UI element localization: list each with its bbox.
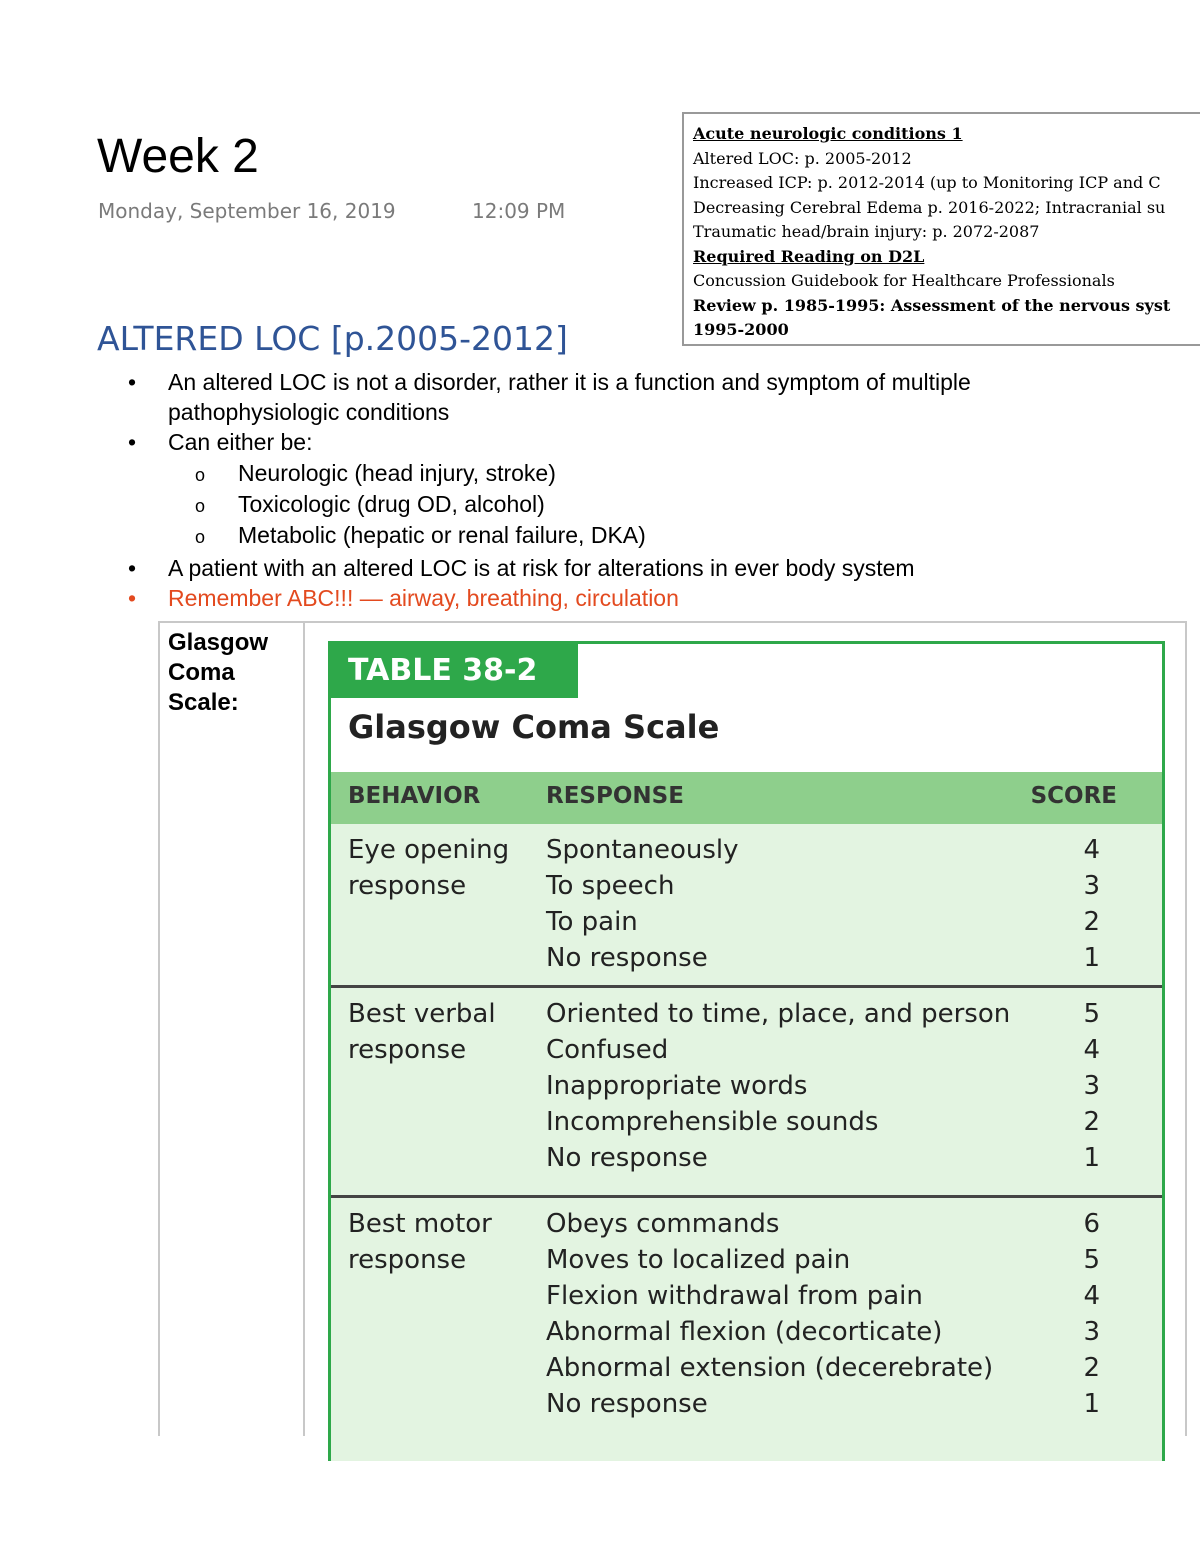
response-item: Incomprehensible sounds	[546, 1107, 879, 1137]
score-item: 6	[1083, 1209, 1100, 1239]
review-line: 1995-2000	[693, 320, 789, 339]
response-cell	[546, 832, 739, 976]
response-cell	[546, 1206, 993, 1422]
table-group-motor	[331, 1198, 1162, 1461]
score-item: 4	[1083, 835, 1100, 865]
table-group-verbal	[331, 988, 1162, 1195]
page-title: Week 2	[97, 130, 259, 183]
response-item: Spontaneously	[546, 835, 739, 865]
behavior-cell: Best verbal response	[348, 999, 496, 1065]
list-item-highlight: • Remember ABC!!! — airway, breathing, circulation	[125, 583, 1135, 613]
reading-line: Traumatic head/brain injury: p. 2072-2087	[693, 222, 1040, 241]
review-line: Review p. 1985-1995: Assessment of the nervous syst	[693, 295, 1171, 315]
gcs-label: Glasgow Coma Scale:	[168, 629, 269, 716]
reading-line: Altered LOC: p. 2005-2012	[693, 148, 912, 168]
response-item: Abnormal extension (decerebrate)	[546, 1353, 994, 1383]
response-item: No response	[546, 1143, 708, 1173]
header-score: SCORE	[1030, 783, 1117, 809]
response-item: Oriented to time, place, and person	[546, 999, 1011, 1029]
reading-assignment-box	[682, 112, 1200, 346]
table-number-tab: TABLE 38-2	[331, 644, 578, 698]
sub-list	[168, 458, 1135, 551]
table-group-eye	[331, 824, 1162, 985]
response-item: To pain	[546, 907, 638, 937]
response-item: Obeys commands	[546, 1209, 780, 1239]
score-item: 1	[1083, 1389, 1100, 1419]
glasgow-coma-scale-table	[328, 641, 1165, 1461]
page-date: Monday, September 16, 2019	[98, 199, 396, 223]
score-cell	[1083, 996, 1100, 1176]
list-item-label: Can either be:	[168, 429, 313, 455]
table-header-row	[331, 772, 1162, 824]
score-item: 2	[1083, 1353, 1100, 1383]
response-item: Moves to localized pain	[546, 1245, 851, 1275]
section-heading: ALTERED LOC [p.2005-2012]	[97, 319, 568, 358]
score-item: 2	[1083, 907, 1100, 937]
score-cell	[1083, 832, 1100, 976]
score-item: 4	[1083, 1281, 1100, 1311]
response-item: No response	[546, 1389, 708, 1419]
required-reading-line: Concussion Guidebook for Healthcare Professionals	[693, 271, 1115, 290]
score-cell	[1083, 1206, 1100, 1422]
response-item: No response	[546, 943, 708, 973]
score-item: 1	[1083, 943, 1100, 973]
table-title: Glasgow Coma Scale	[348, 708, 720, 746]
score-item: 3	[1083, 1071, 1100, 1101]
response-cell	[546, 996, 1010, 1176]
list-item: • A patient with an altered LOC is at risk for alterations in ever body system	[125, 553, 1135, 583]
reading-line: Decreasing Cerebral Edema p. 2016-2022; Intracranial su	[693, 197, 1166, 217]
sub-list-item: o Metabolic (hepatic or renal failure, DKA)	[168, 520, 1135, 551]
score-item: 3	[1083, 871, 1100, 901]
behavior-cell: Best motor response	[348, 1209, 492, 1275]
list-item	[125, 427, 1135, 551]
behavior-cell: Eye opening response	[348, 835, 510, 901]
page-time: 12:09 PM	[472, 199, 566, 223]
bullet-list	[125, 367, 1135, 613]
column-divider	[303, 621, 305, 1436]
required-reading-heading: Required Reading on D2L	[693, 246, 925, 266]
sub-list-item: o Toxicologic (drug OD, alcohol)	[168, 489, 1135, 520]
response-item: Inappropriate words	[546, 1071, 808, 1101]
score-item: 4	[1083, 1035, 1100, 1065]
list-item: • An altered LOC is not a disorder, rather it is a function and symptom of multiple pathophysiologic conditions	[125, 367, 1135, 427]
sub-list-item: o Neurologic (head injury, stroke)	[168, 458, 1135, 489]
header-behavior: BEHAVIOR	[348, 783, 481, 809]
score-item: 1	[1083, 1143, 1100, 1173]
score-item: 5	[1083, 999, 1100, 1029]
reading-line: Increased ICP: p. 2012-2014 (up to Monitoring ICP and C	[693, 173, 1161, 192]
response-item: Abnormal flexion (decorticate)	[546, 1317, 943, 1347]
reading-heading: Acute neurologic conditions 1	[693, 124, 963, 143]
response-item: Flexion withdrawal from pain	[546, 1281, 923, 1311]
header-response: RESPONSE	[546, 783, 684, 809]
score-item: 3	[1083, 1317, 1100, 1347]
score-item: 5	[1083, 1245, 1100, 1275]
score-item: 2	[1083, 1107, 1100, 1137]
response-item: To speech	[546, 871, 675, 901]
response-item: Confused	[546, 1035, 669, 1065]
